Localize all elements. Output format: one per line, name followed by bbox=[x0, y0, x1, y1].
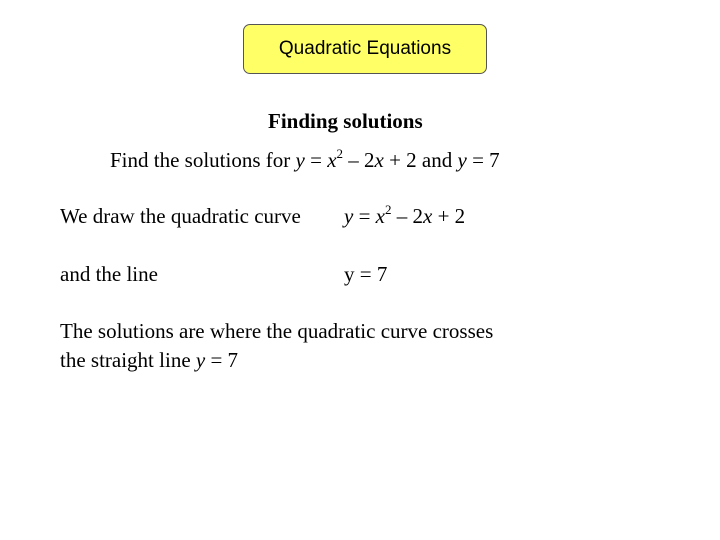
problem-statement bbox=[110, 147, 500, 173]
problem-var-x2: x bbox=[374, 148, 384, 172]
problem-equals: = bbox=[304, 148, 328, 172]
problem-var-y2: y bbox=[457, 148, 467, 172]
problem-prefix: Find the solutions for bbox=[110, 148, 296, 172]
title-box bbox=[243, 24, 487, 74]
curve-minus: – 2 bbox=[391, 204, 423, 228]
subtitle: Finding solutions bbox=[268, 109, 423, 133]
curve-equals: = bbox=[353, 204, 376, 228]
conclusion-var-y: y bbox=[195, 348, 206, 372]
problem-tail: = 7 bbox=[466, 148, 500, 172]
problem-mid: + 2 and bbox=[383, 148, 458, 172]
curve-tail: + 2 bbox=[432, 204, 466, 228]
curve-lead-text: We draw the quadratic curve bbox=[60, 204, 301, 228]
problem-minus: – 2 bbox=[343, 148, 375, 172]
conclusion-line-2 bbox=[60, 347, 238, 373]
line-equation: y = 7 bbox=[344, 262, 388, 286]
curve-exponent: 2 bbox=[385, 202, 392, 217]
conclusion-tail: = 7 bbox=[205, 348, 239, 372]
curve-var-x2: x bbox=[423, 204, 433, 228]
curve-var-y: y bbox=[344, 204, 354, 228]
curve-var-x: x bbox=[375, 204, 385, 228]
slide-title: Quadratic Equations bbox=[278, 38, 452, 59]
conclusion-prefix: the straight line bbox=[60, 348, 196, 372]
problem-var-x: x bbox=[327, 148, 337, 172]
problem-exponent: 2 bbox=[336, 146, 344, 161]
problem-var-y: y bbox=[295, 148, 305, 172]
curve-equation bbox=[344, 203, 465, 229]
line-lead-text: and the line bbox=[60, 262, 158, 286]
conclusion-line-1: The solutions are where the quadratic curve crosses bbox=[60, 319, 494, 343]
